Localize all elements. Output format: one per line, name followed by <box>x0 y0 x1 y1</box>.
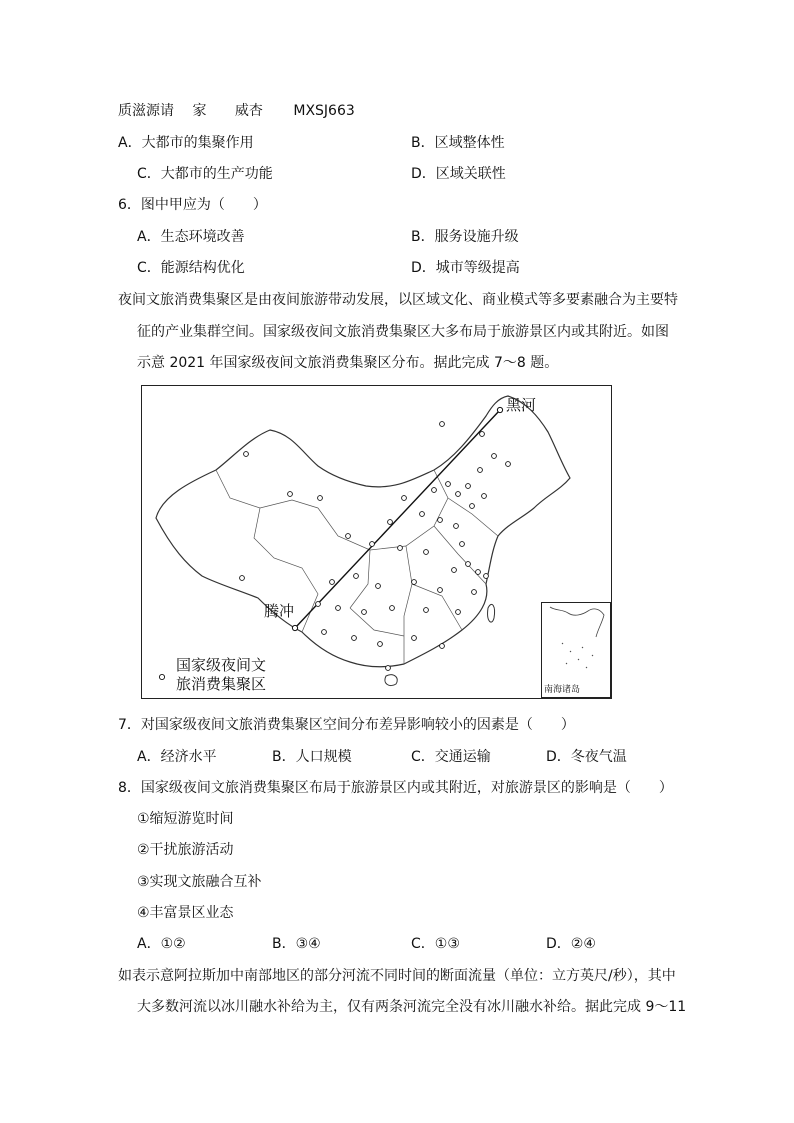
site-marker <box>362 610 367 615</box>
q7-option-d: D．冬夜气温 <box>546 749 627 765</box>
inset-svg <box>542 603 610 683</box>
q6-option-c: C．能源结构优化 <box>137 260 245 276</box>
intro-9-11-line-2: 大多数河流以冰川融水补给为主，仅有两条河流完全没有冰川融水补给。据此完成 9～11 <box>137 999 687 1015</box>
intro-7-8-line-3: 示意 2021 年国家级夜间文旅消费集聚区分布。据此完成 7～8 题。 <box>137 355 559 371</box>
site-marker <box>478 468 483 473</box>
site-marker <box>346 534 351 539</box>
header-line <box>118 101 355 121</box>
legend-line-1: 国家级夜间文 <box>176 656 267 674</box>
q8-statement-3: ③实现文旅融合互补 <box>137 874 262 890</box>
site-marker <box>316 602 321 607</box>
q6-option-a: A．生态环境改善 <box>137 229 245 245</box>
q6-option-b: B．服务设施升级 <box>411 229 519 245</box>
site-marker <box>466 484 471 489</box>
site-marker <box>412 580 417 585</box>
site-marker <box>390 606 395 611</box>
site-marker <box>424 550 429 555</box>
site-marker <box>240 576 245 581</box>
legend-marker <box>159 674 164 679</box>
site-marker <box>288 492 293 497</box>
q7-option-b: B．人口规模 <box>272 749 352 765</box>
inset-label: 南海诸岛 <box>544 685 581 695</box>
site-marker <box>412 636 417 641</box>
site-marker <box>466 562 471 567</box>
china-distribution-map <box>141 385 612 699</box>
site-marker <box>484 574 489 579</box>
endpoint-heihe-marker <box>497 407 502 412</box>
q5-option-c: C．大都市的生产功能 <box>137 166 273 182</box>
site-marker <box>456 492 461 497</box>
site-marker <box>388 520 393 525</box>
site-marker <box>456 610 461 615</box>
legend-line-2: 旅消费集聚区 <box>176 675 267 693</box>
site-marker <box>506 462 511 467</box>
q7-option-a: A．经济水平 <box>137 749 217 765</box>
island-taiwan <box>488 604 495 622</box>
label-heihe: 黑河 <box>506 396 537 414</box>
q8-statement-1: ①缩短游览时间 <box>137 811 234 827</box>
site-marker <box>472 590 477 595</box>
site-marker <box>492 454 497 459</box>
label-tengchong: 腾冲 <box>264 602 295 620</box>
site-marker <box>376 584 381 589</box>
site-marker <box>460 542 465 547</box>
site-marker <box>402 496 407 501</box>
q8-option-b: B．③④ <box>272 936 321 952</box>
q6-stem: 6．图中甲应为（ ） <box>118 197 267 213</box>
q8-option-d: D．②④ <box>546 936 596 952</box>
site-marker <box>476 570 481 575</box>
q7-option-c: C．交通运输 <box>411 749 491 765</box>
site-marker <box>318 496 323 501</box>
site-marker <box>322 630 327 635</box>
china-outline <box>156 396 570 667</box>
site-marker <box>446 482 451 487</box>
q8-option-c: C．①③ <box>411 936 460 952</box>
map-legend <box>176 656 296 694</box>
site-marker <box>438 588 443 593</box>
q5-option-d: D．区域关联性 <box>411 166 506 182</box>
q8-statement-4: ④丰富景区业态 <box>137 905 234 921</box>
site-marker <box>244 452 249 457</box>
site-marker <box>454 524 459 529</box>
site-marker <box>480 432 485 437</box>
header-part-4: MXSJ663 <box>293 103 355 119</box>
q7-stem: 7．对国家级夜间文旅消费集聚区空间分布差异影响较小的因素是（ ） <box>118 717 575 733</box>
q5-option-b: B．区域整体性 <box>411 135 505 151</box>
header-part-3: 威杏 <box>234 103 263 119</box>
inset-coastline <box>550 607 604 637</box>
site-marker <box>398 546 403 551</box>
endpoint-tengchong-marker <box>292 625 297 630</box>
site-marker <box>482 494 487 499</box>
header-part-1: 质滋源请 <box>118 103 174 119</box>
island-hainan <box>385 675 397 686</box>
q6-option-d: D．城市等级提高 <box>411 260 520 276</box>
site-marker <box>432 488 437 493</box>
header-part-2: 家 <box>192 103 207 119</box>
site-marker <box>440 644 445 649</box>
intro-7-8-line-1: 夜间文旅消费集聚区是由夜间旅游带动发展，以区域文化、商业模式等多要素融合为主要特 <box>118 292 678 308</box>
q8-statement-2: ②干扰旅游活动 <box>137 842 234 858</box>
site-marker <box>386 666 391 671</box>
q8-stem: 8．国家级夜间文旅消费集聚区布局于旅游景区内或其附近，对旅游景区的影响是（ ） <box>118 780 673 796</box>
inset-islands <box>562 643 593 668</box>
site-marker <box>378 642 383 647</box>
south-china-sea-inset <box>541 602 611 698</box>
site-marker <box>420 512 425 517</box>
q8-option-a: A．①② <box>137 936 186 952</box>
site-marker <box>470 504 475 509</box>
site-marker <box>354 574 359 579</box>
intro-7-8-line-2: 征的产业集群空间。国家级夜间文旅消费集聚区大多布局于旅游景区内或其附近。如图 <box>137 324 669 340</box>
site-marker <box>336 606 341 611</box>
site-marker <box>370 542 375 547</box>
site-marker <box>452 568 457 573</box>
site-markers <box>159 422 510 680</box>
site-marker <box>440 422 445 427</box>
site-marker <box>330 580 335 585</box>
site-marker <box>438 518 443 523</box>
site-marker <box>352 636 357 641</box>
q5-option-a: A．大都市的集聚作用 <box>118 135 254 151</box>
site-marker <box>424 608 429 613</box>
intro-9-11-line-1: 如表示意阿拉斯加中南部地区的部分河流不同时间的断面流量（单位：立方英尺/秒），其中 <box>118 968 676 984</box>
